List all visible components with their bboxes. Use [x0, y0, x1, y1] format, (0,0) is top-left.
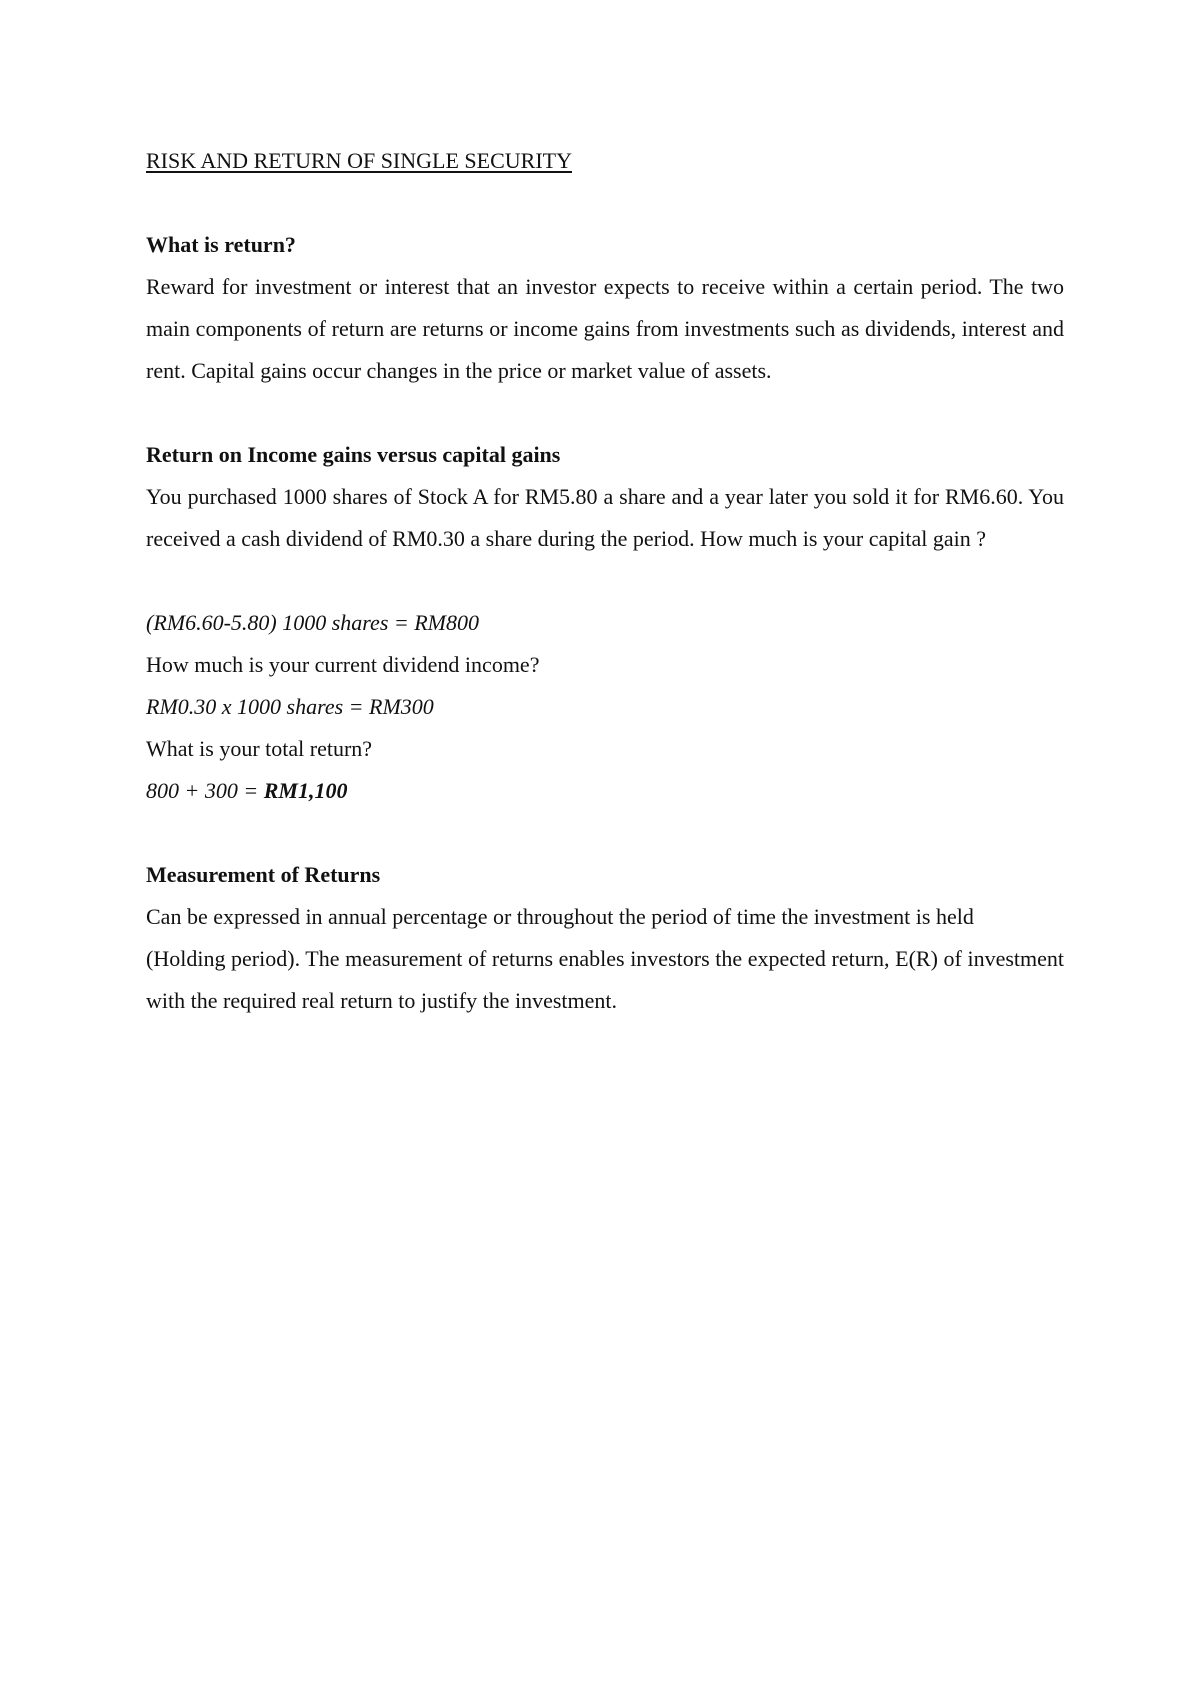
question-total-return: What is your total return?	[146, 736, 373, 761]
spacer	[146, 392, 1064, 434]
section-paragraph-income-vs-capital: You purchased 1000 shares of Stock A for RM5.80 a share and a year later you sold it for RM6.60. You received a cash dividend of RM0.30 a share during the period. How much is your capital gain ?	[146, 484, 1064, 551]
spacer	[146, 812, 1064, 854]
calculation-total-return-prefix: 800 + 300 =	[146, 778, 264, 803]
document-body	[146, 140, 1064, 1022]
calculation-total-return	[146, 770, 1064, 812]
spacer	[146, 560, 1064, 602]
spacer	[146, 182, 1064, 224]
calculation-total-return-result: RM1,100	[263, 778, 348, 803]
question-dividend-income: How much is your current dividend income?	[146, 652, 540, 677]
section-paragraph-measurement-1: Can be expressed in annual percentage or throughout the period of time the investment is held	[146, 904, 974, 929]
document-title: RISK AND RETURN OF SINGLE SECURITY	[146, 148, 572, 173]
section-paragraph-measurement-2: (Holding period). The measurement of returns enables investors the expected return, E(R) of investment with the required real return to justify the investment.	[146, 946, 1064, 1013]
calculation-capital-gain: (RM6.60-5.80) 1000 shares = RM800	[146, 610, 479, 635]
calculation-dividend-income: RM0.30 x 1000 shares = RM300	[146, 694, 434, 719]
section-heading-measurement: Measurement of Returns	[146, 862, 381, 887]
section-heading-what-is-return: What is return?	[146, 232, 296, 257]
section-heading-income-vs-capital: Return on Income gains versus capital gains	[146, 442, 561, 467]
section-paragraph-what-is-return: Reward for investment or interest that an investor expects to receive within a certain period. The two main components of return are returns or income gains from investments such as dividends, interest and rent. Capital gains occur changes in the price or market value of assets.	[146, 274, 1064, 383]
